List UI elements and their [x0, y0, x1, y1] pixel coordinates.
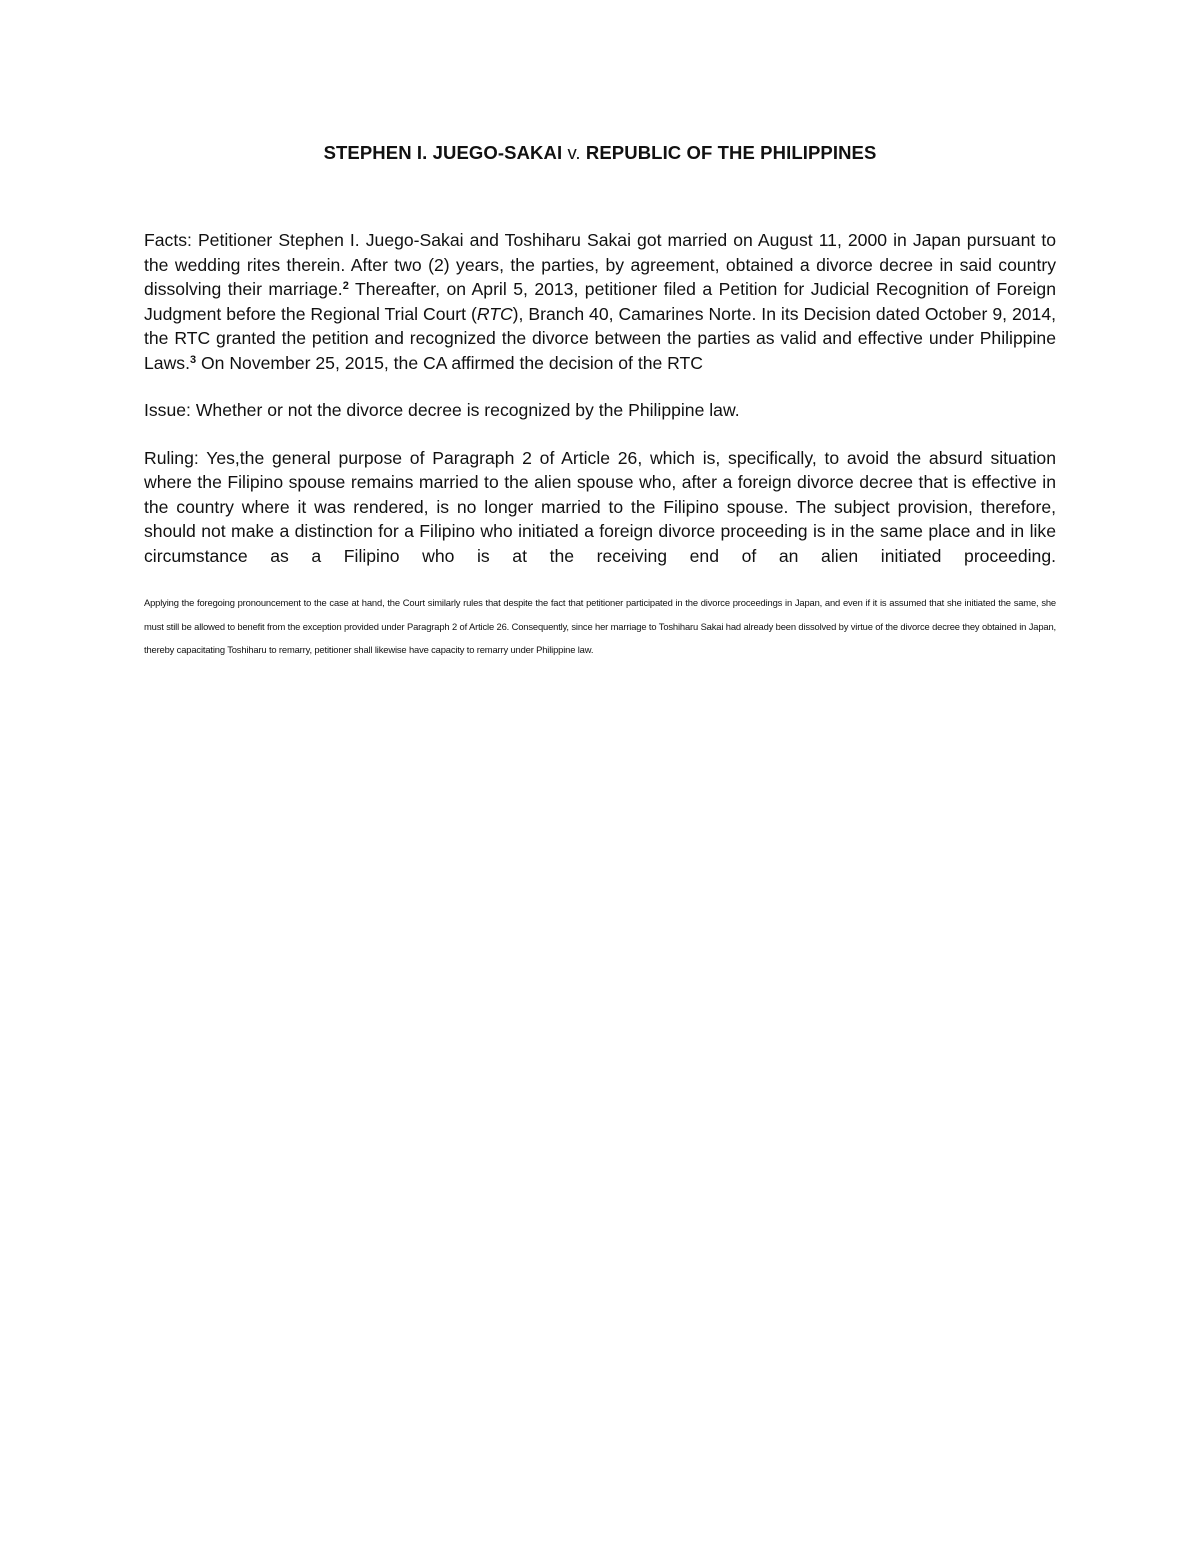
title-versus: v.: [567, 142, 581, 163]
facts-text-1: Facts: Petitioner Stephen I. Juego-Sakai and Toshiharu Sakai got married on August 11, 2000 in Japan pursuant to the wedding rites therein. After two (2) years, the parties, by agreement, obtained a divorce decree in said country dissolving their marriage.: [144, 230, 1056, 299]
facts-text-3: ), Branch 40, Camarines Norte. In its Decision dated October 9, 2014, the RTC granted the petition and recognized the divorce between the parties as valid and effective under Philippine Laws.: [144, 303, 1056, 373]
issue-paragraph: Issue: Whether or not the divorce decree is recognized by the Philippine law.: [144, 400, 740, 420]
spacer: [144, 386, 1056, 398]
footnote-ref-3: 3: [189, 353, 197, 366]
facts-paragraph: [144, 228, 1056, 375]
document-title: [144, 140, 1056, 166]
title-respondent: REPUBLIC OF THE PHILIPPINES: [580, 142, 877, 163]
facts-text-2: Thereafter, on April 5, 2013, petitioner filed a Petition for Judicial Recognition of Foreign Judgment before the Regional Trial Court (: [144, 279, 1056, 324]
facts-italic-rtc: RTC: [476, 303, 513, 324]
document-page: [144, 140, 1056, 662]
title-petitioner: STEPHEN I. JUEGO-SAKAI: [323, 142, 568, 163]
ruling-paragraph: Ruling: Yes,the general purpose of Paragraph 2 of Article 26, which is, specifically, to avoid the absurd situation where the Filipino spouse remains married to the alien spouse who, after a foreign divorce decree that is effective in the country where it was rendered, is no longer married to the Filipino spouse. The subject provision, therefore, should not make a distinction for a Filipino who initiated a foreign divorce proceeding is in the same place and in like circumstance as a Filipino who is at the receiving end of an alien initiated proceeding.: [144, 447, 1056, 566]
footnote-ref-2: 2: [342, 280, 349, 292]
spacer: [144, 434, 1056, 446]
facts-text-4: On November 25, 2015, the CA affirmed the decision of the RTC: [196, 352, 704, 373]
spacer: [144, 579, 1056, 591]
application-paragraph: Applying the foregoing pronouncement to the case at hand, the Court similarly rules that despite the fact that petitioner participated in the divorce proceedings in Japan, and even if it is assumed that she initiated the same, she must still be allowed to benefit from the exception provided under Paragraph 2 of Article 26. Consequently, since her marriage to Toshiharu Sakai had already been dissolved by virtue of the divorce decree they obtained in Japan, thereby capacitating Toshiharu to remarry, petitioner shall likewise have capacity to remarry under Philippine law.: [144, 597, 1056, 655]
